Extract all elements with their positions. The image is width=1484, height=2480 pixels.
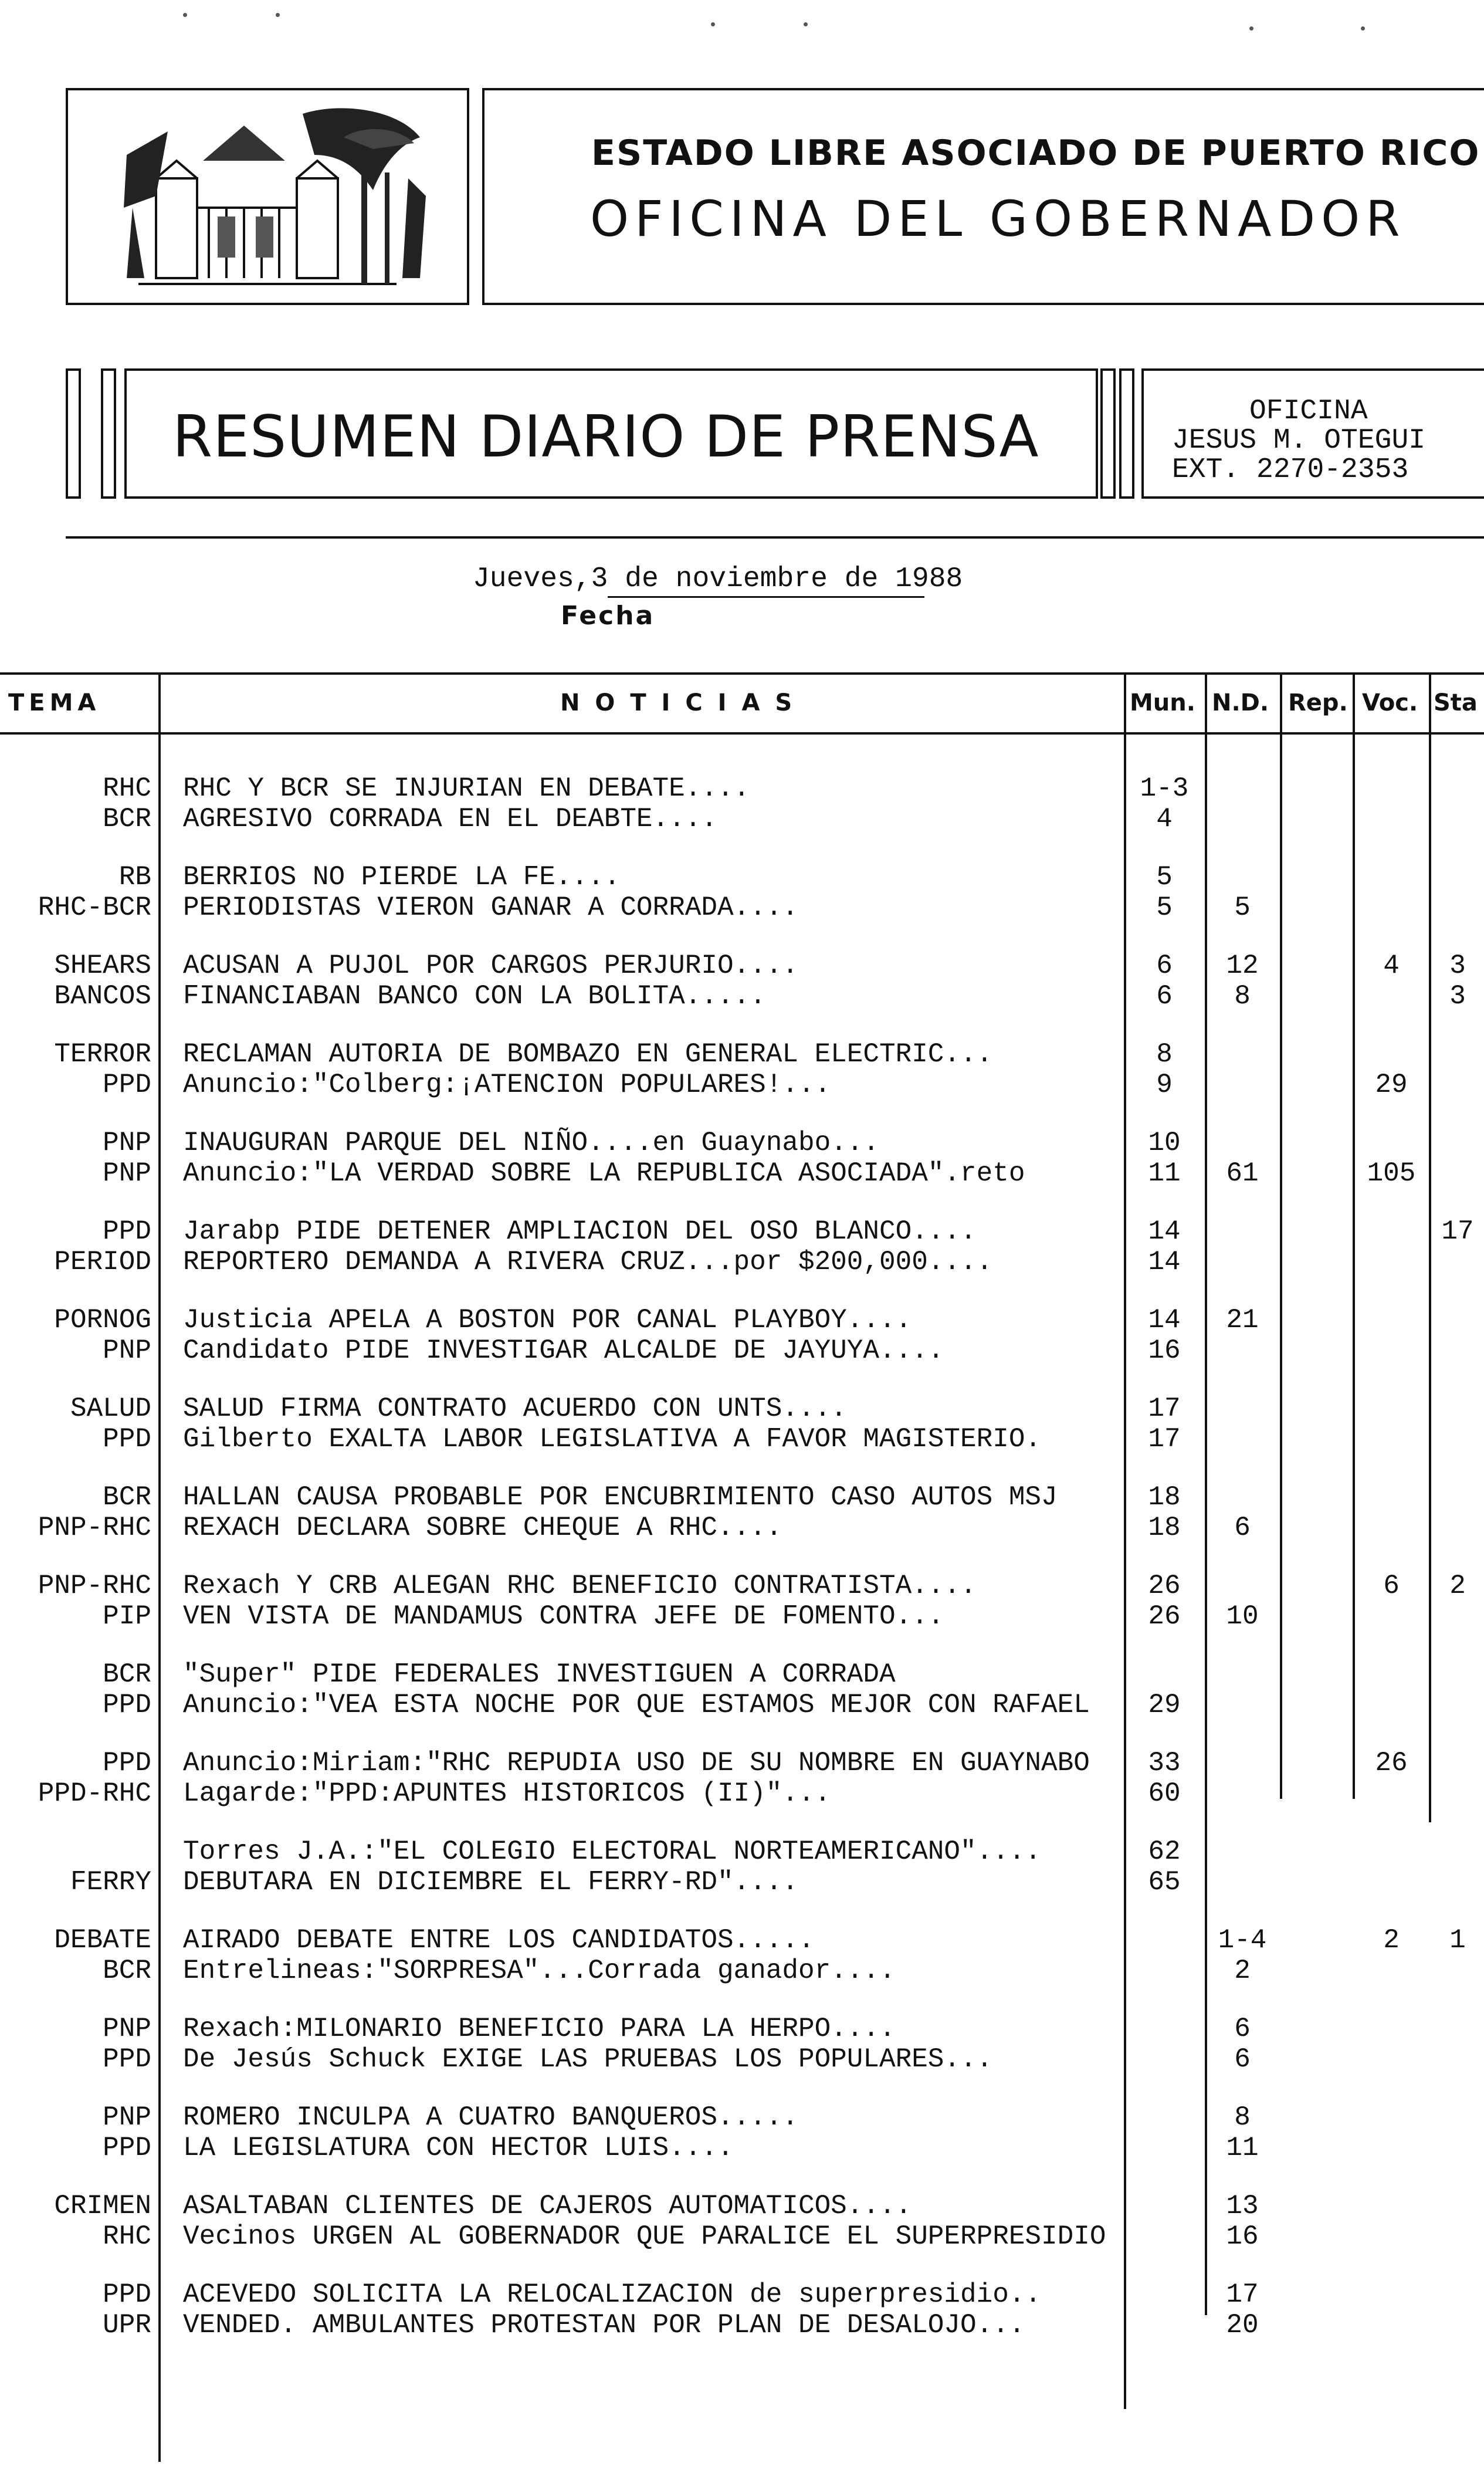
date-value: Jueves,3 de noviembre de 1988 <box>473 563 963 595</box>
mun-cell: 33 <box>1148 1748 1181 1778</box>
mun-cell: 14 <box>1148 1305 1181 1335</box>
mun-cell: 26 <box>1148 1601 1181 1632</box>
table-header-line <box>0 732 1484 735</box>
noticia-cell: Lagarde:"PPD:APUNTES HISTORICOS (II)"... <box>183 1778 831 1809</box>
office-extension: EXT. 2270-2353 <box>1172 454 1409 486</box>
office-person: JESUS M. OTEGUI <box>1172 425 1426 456</box>
tema-cell: SHEARS <box>54 950 151 981</box>
noticia-cell: HALLAN CAUSA PROBABLE POR ENCUBRIMIENTO CASO AUTOS MSJ <box>183 1482 1058 1513</box>
tema-cell: BCR <box>103 1659 151 1690</box>
voc-column-divider <box>1429 672 1431 1822</box>
voc-cell: 29 <box>1375 1070 1408 1100</box>
tema-cell: RB <box>118 862 151 892</box>
tema-cell: PNP <box>103 1335 151 1366</box>
tema-cell: PPD <box>103 1070 151 1100</box>
tema-cell: PNP <box>103 1128 151 1158</box>
noticia-cell: AIRADO DEBATE ENTRE LOS CANDIDATOS..... <box>183 1925 815 1955</box>
tema-cell: PPD <box>103 1690 151 1720</box>
nd-cell: 6 <box>1234 2044 1251 2075</box>
voc-cell: 2 <box>1383 1925 1400 1955</box>
noticia-cell: RHC Y BCR SE INJURIAN EN DEBATE.... <box>183 773 750 804</box>
voc-cell: 26 <box>1375 1748 1408 1778</box>
noticia-cell: Anuncio:"VEA ESTA NOCHE POR QUE ESTAMOS MEJOR CON RAFAEL <box>183 1690 1090 1720</box>
mun-cell: 6 <box>1156 981 1173 1011</box>
mun-cell: 6 <box>1156 950 1173 981</box>
banner-left-bar-1 <box>66 368 81 499</box>
nd-cell: 13 <box>1226 2191 1259 2221</box>
mun-cell: 62 <box>1148 1836 1181 1867</box>
column-header-tema: TEMA <box>8 689 101 716</box>
nd-cell: 17 <box>1226 2279 1259 2310</box>
banner-right-bar-2 <box>1119 368 1134 499</box>
nd-cell: 6 <box>1234 2014 1251 2044</box>
nd-cell: 8 <box>1234 981 1251 1011</box>
tema-cell: PPD <box>103 1748 151 1778</box>
noticia-cell: BERRIOS NO PIERDE LA FE.... <box>183 862 621 892</box>
nd-cell: 16 <box>1226 2221 1259 2252</box>
tema-cell: PERIOD <box>54 1247 151 1277</box>
office-label: OFICINA <box>1249 395 1368 427</box>
nd-cell: 2 <box>1234 1955 1251 1986</box>
nd-cell: 5 <box>1234 892 1251 923</box>
tema-cell: PPD <box>103 1424 151 1454</box>
mun-cell: 5 <box>1156 892 1173 923</box>
mun-cell: 17 <box>1148 1393 1181 1424</box>
noticia-cell: ACEVEDO SOLICITA LA RELOCALIZACION de superpresidio.. <box>183 2279 1042 2310</box>
mun-cell: 9 <box>1156 1070 1173 1100</box>
mun-cell: 29 <box>1148 1690 1181 1720</box>
column-header-nd: N.D. <box>1212 689 1269 716</box>
sta-cell: 2 <box>1449 1571 1466 1601</box>
noticia-cell: Torres J.A.:"EL COLEGIO ELECTORAL NORTEAMERICANO".... <box>183 1836 1042 1867</box>
tema-cell: BANCOS <box>54 981 151 1011</box>
mun-column-divider <box>1205 672 1207 2315</box>
office-name: OFICINA DEL GOBERNADOR <box>590 190 1406 248</box>
mun-cell: 60 <box>1148 1778 1181 1809</box>
nd-cell: 1-4 <box>1218 1925 1267 1955</box>
separator-line <box>66 536 1484 539</box>
tema-cell: PPD <box>103 1216 151 1247</box>
office-contact-box <box>1141 368 1484 499</box>
noticia-cell: Anuncio:"Colberg:¡ATENCION POPULARES!... <box>183 1070 831 1100</box>
tema-cell: PPD <box>103 2279 151 2310</box>
tema-cell: BCR <box>103 1482 151 1513</box>
mun-cell: 5 <box>1156 862 1173 892</box>
agency-name: ESTADO LIBRE ASOCIADO DE PUERTO RICO <box>591 133 1480 174</box>
governor-mansion-illustration <box>66 88 469 305</box>
sta-cell: 3 <box>1449 981 1466 1011</box>
tema-cell: PNP <box>103 1158 151 1189</box>
noticia-cell: ROMERO INCULPA A CUATRO BANQUEROS..... <box>183 2102 798 2133</box>
banner-right-bar-1 <box>1100 368 1116 499</box>
tema-cell: RHC <box>103 773 151 804</box>
noticia-cell: Entrelineas:"SORPRESA"...Corrada ganador.... <box>183 1955 896 1986</box>
column-header-sta: Sta <box>1434 689 1478 716</box>
tema-cell: DEBATE <box>54 1925 151 1955</box>
noticia-cell: Rexach Y CRB ALEGAN RHC BENEFICIO CONTRATISTA.... <box>183 1571 977 1601</box>
column-header-mun: Mun. <box>1130 689 1195 716</box>
tema-cell: PNP-RHC <box>38 1513 151 1543</box>
column-header-voc: Voc. <box>1362 689 1418 716</box>
mun-cell: 8 <box>1156 1039 1173 1070</box>
nd-cell: 6 <box>1234 1513 1251 1543</box>
mun-cell: 10 <box>1148 1128 1181 1158</box>
nd-column-divider <box>1280 672 1282 1799</box>
voc-cell: 6 <box>1383 1571 1400 1601</box>
building-engraving-icon <box>68 90 467 303</box>
noticia-cell: DEBUTARA EN DICIEMBRE EL FERRY-RD".... <box>183 1867 798 1897</box>
date-underline <box>608 596 924 598</box>
noticia-cell: VEN VISTA DE MANDAMUS CONTRA JEFE DE FOMENTO... <box>183 1601 944 1632</box>
tema-cell: CRIMEN <box>54 2191 151 2221</box>
nd-cell: 10 <box>1226 1601 1259 1632</box>
mun-cell: 65 <box>1148 1867 1181 1897</box>
noticia-cell: REPORTERO DEMANDA A RIVERA CRUZ...por $200,000.... <box>183 1247 993 1277</box>
tema-cell: BCR <box>103 804 151 834</box>
sta-cell: 3 <box>1449 950 1466 981</box>
tema-cell: PPD <box>103 2044 151 2075</box>
sta-cell: 1 <box>1449 1925 1466 1955</box>
banner-title-box <box>124 368 1098 499</box>
tema-cell: PPD <box>103 2133 151 2163</box>
noticia-cell: Jarabp PIDE DETENER AMPLIACION DEL OSO BLANCO.... <box>183 1216 977 1247</box>
noticia-cell: PERIODISTAS VIERON GANAR A CORRADA.... <box>183 892 798 923</box>
banner-title: RESUMEN DIARIO DE PRENSA <box>172 404 1039 471</box>
noticia-cell: LA LEGISLATURA CON HECTOR LUIS.... <box>183 2133 734 2163</box>
tema-cell: FERRY <box>70 1867 151 1897</box>
tema-cell: PNP <box>103 2014 151 2044</box>
mun-cell: 17 <box>1148 1424 1181 1454</box>
tema-cell: BCR <box>103 1955 151 1986</box>
mun-cell: 16 <box>1148 1335 1181 1366</box>
tema-column-divider <box>158 672 161 2462</box>
tema-cell: RHC-BCR <box>38 892 151 923</box>
voc-cell: 105 <box>1367 1158 1416 1189</box>
voc-cell: 4 <box>1383 950 1400 981</box>
column-header-noticias: N O T I C I A S <box>560 689 796 716</box>
tema-cell: PPD-RHC <box>38 1778 151 1809</box>
noticia-cell: De Jesús Schuck EXIGE LAS PRUEBAS LOS POPULARES... <box>183 2044 993 2075</box>
noticia-cell: Rexach:MILONARIO BENEFICIO PARA LA HERPO.... <box>183 2014 896 2044</box>
noticia-cell: INAUGURAN PARQUE DEL NIÑO....en Guaynabo... <box>183 1128 879 1158</box>
mun-cell: 26 <box>1148 1571 1181 1601</box>
tema-cell: UPR <box>103 2310 151 2340</box>
noticia-cell: AGRESIVO CORRADA EN EL DEABTE.... <box>183 804 717 834</box>
nd-cell: 12 <box>1226 950 1259 981</box>
table-top-line <box>0 672 1484 675</box>
nd-cell: 61 <box>1226 1158 1259 1189</box>
tema-cell: TERROR <box>54 1039 151 1070</box>
tema-cell: RHC <box>103 2221 151 2252</box>
tema-cell: PNP-RHC <box>38 1571 151 1601</box>
nd-cell: 8 <box>1234 2102 1251 2133</box>
mun-cell: 14 <box>1148 1247 1181 1277</box>
noticia-cell: VENDED. AMBULANTES PROTESTAN POR PLAN DE DESALOJO... <box>183 2310 1025 2340</box>
noticia-cell: ASALTABAN CLIENTES DE CAJEROS AUTOMATICOS.... <box>183 2191 912 2221</box>
tema-cell: PNP <box>103 2102 151 2133</box>
tema-cell: PORNOG <box>54 1305 151 1335</box>
mun-cell: 11 <box>1148 1158 1181 1189</box>
nd-cell: 21 <box>1226 1305 1259 1335</box>
noticia-cell: Gilberto EXALTA LABOR LEGISLATIVA A FAVOR MAGISTERIO. <box>183 1424 1042 1454</box>
noticia-cell: Vecinos URGEN AL GOBERNADOR QUE PARALICE EL SUPERPRESIDIO <box>183 2221 1106 2252</box>
tema-cell: SALUD <box>70 1393 151 1424</box>
rep-column-divider <box>1353 672 1355 1799</box>
noticia-cell: "Super" PIDE FEDERALES INVESTIGUEN A CORRADA <box>183 1659 896 1690</box>
mun-cell: 18 <box>1148 1482 1181 1513</box>
mun-cell: 4 <box>1156 804 1173 834</box>
date-label: Fecha <box>561 601 655 631</box>
noticia-cell: REXACH DECLARA SOBRE CHEQUE A RHC.... <box>183 1513 782 1543</box>
noticia-cell: Candidato PIDE INVESTIGAR ALCALDE DE JAYUYA.... <box>183 1335 944 1366</box>
letterhead-title-box <box>482 88 1484 305</box>
banner-left-bar-2 <box>101 368 116 499</box>
noticia-cell: FINANCIABAN BANCO CON LA BOLITA..... <box>183 981 766 1011</box>
noticia-cell: ACUSAN A PUJOL POR CARGOS PERJURIO.... <box>183 950 798 981</box>
noticia-cell: Justicia APELA A BOSTON POR CANAL PLAYBOY.... <box>183 1305 912 1335</box>
noticia-cell: RECLAMAN AUTORIA DE BOMBAZO EN GENERAL ELECTRIC... <box>183 1039 993 1070</box>
mun-cell: 1-3 <box>1140 773 1189 804</box>
noticia-cell: Anuncio:Miriam:"RHC REPUDIA USO DE SU NOMBRE EN GUAYNABO <box>183 1748 1090 1778</box>
tema-cell: PIP <box>103 1601 151 1632</box>
sta-cell: 17 <box>1441 1216 1474 1247</box>
noticia-cell: SALUD FIRMA CONTRATO ACUERDO CON UNTS.... <box>183 1393 847 1424</box>
column-header-rep: Rep. <box>1288 689 1348 716</box>
mun-cell: 14 <box>1148 1216 1181 1247</box>
mun-cell: 18 <box>1148 1513 1181 1543</box>
nd-cell: 11 <box>1226 2133 1259 2163</box>
noticia-cell: Anuncio:"LA VERDAD SOBRE LA REPUBLICA ASOCIADA".reto <box>183 1158 1025 1189</box>
nd-cell: 20 <box>1226 2310 1259 2340</box>
